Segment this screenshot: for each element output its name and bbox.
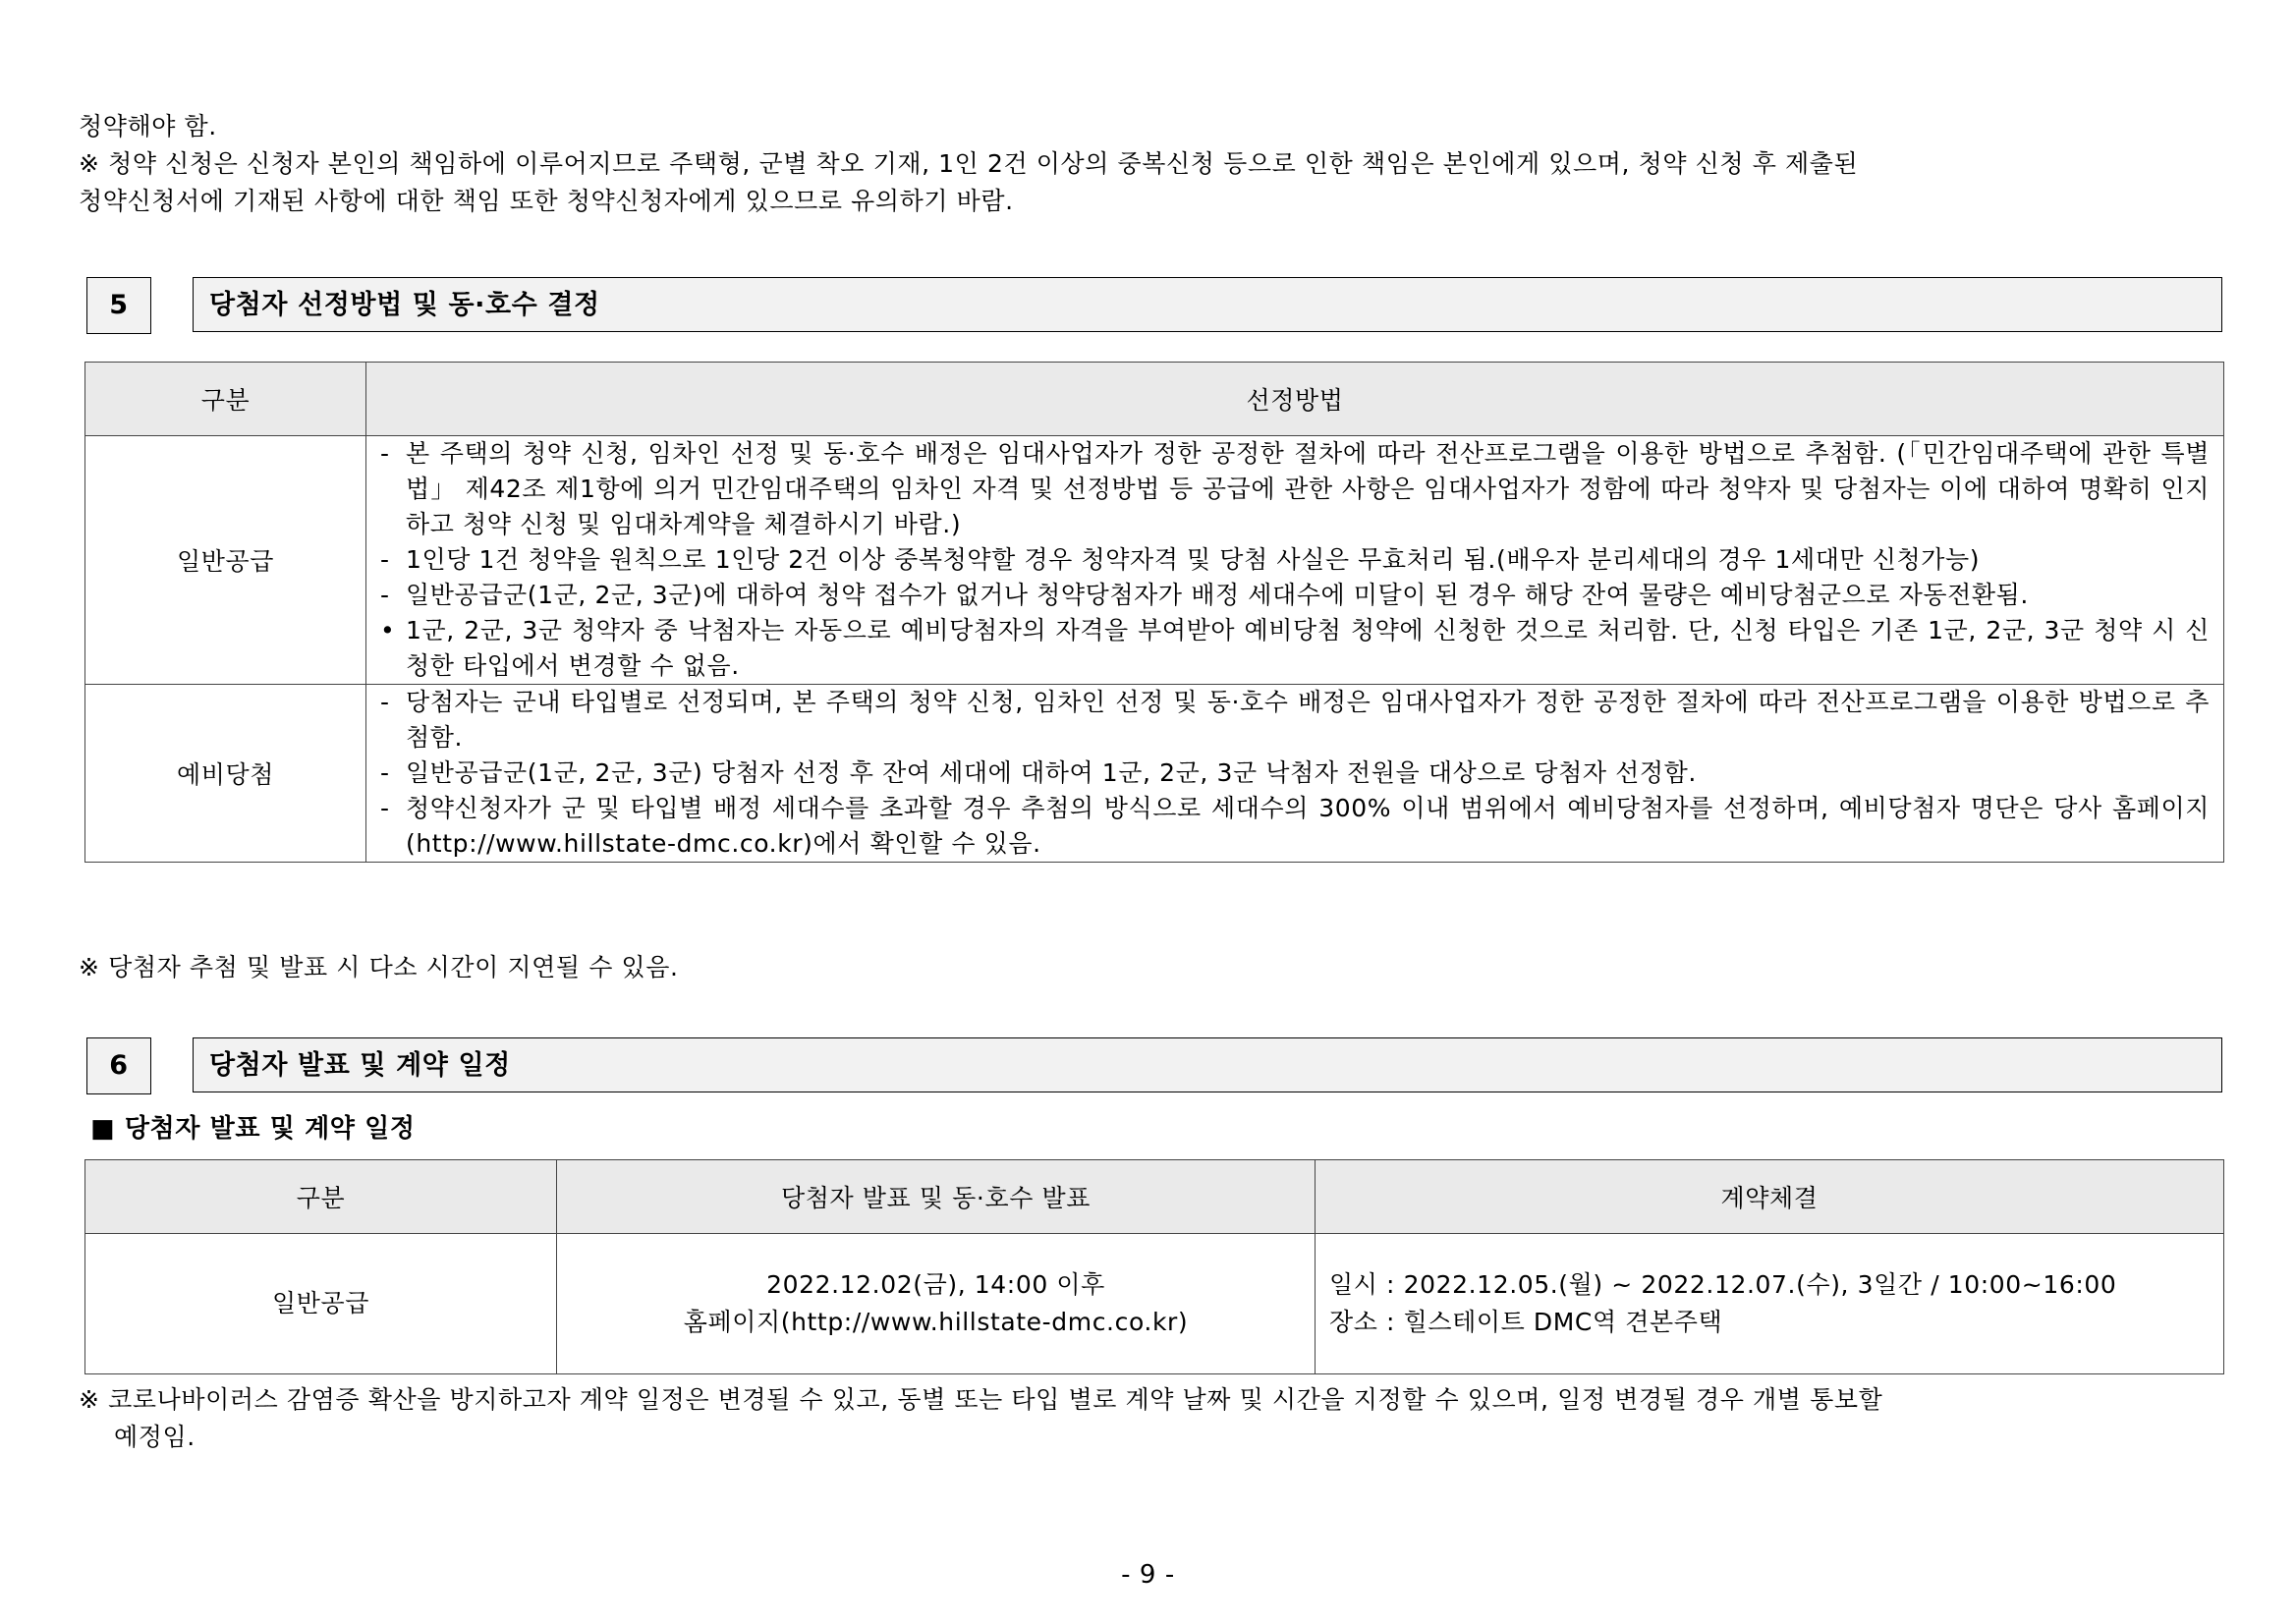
table-header-row	[85, 1160, 2224, 1234]
section-6-note	[79, 1381, 1882, 1456]
subheading: ■ 당첨자 발표 및 계약 일정	[90, 1114, 416, 1144]
table-row	[85, 436, 2224, 685]
intro-line: 청약신청서에 기재된 사항에 대한 책임 또한 청약신청자에게 있으므로 유의하기 바람.	[79, 187, 1014, 215]
table-row	[85, 685, 2224, 863]
announcement-website: 홈페이지(http://www.hillstate-dmc.co.kr)	[683, 1308, 1189, 1336]
list-item: - 본 주택의 청약 신청, 임차인 선정 및 동·호수 배정은 임대사업자가 정한 공정한 절차에 따라 전산프로그램을 이용한 방법으로 추첨함. (「민간임대주택에 관한 특별법」 제42조 제1항에 의거 민간임대주택의 임차인 자격 및 선정방법 등 공급에 관한 사항은 임대사업자가 정함에 따라 청약자 및 당첨자는 이에 대하여 명확히 인지하고 청약 신청 및 임대차계약을 체결하시기 바람.)	[380, 439, 2210, 538]
intro-line: 청약해야 함.	[79, 112, 217, 140]
note-line: 예정임.	[114, 1423, 196, 1451]
column-header: 계약체결	[1316, 1160, 2224, 1234]
table-row	[85, 1234, 2224, 1374]
announcement-date: 2022.12.02(금), 14:00 이후	[766, 1270, 1105, 1299]
section-6-header	[86, 1037, 2224, 1094]
column-header: 구분	[85, 363, 366, 436]
page-number: - 9 -	[1121, 1560, 1175, 1590]
row-content	[366, 685, 2224, 863]
list-item: - 청약신청자가 군 및 타입별 배정 세대수를 초과할 경우 추첨의 방식으로 세대수의 300% 이내 범위에서 예비당첨자를 선정하며, 예비당첨자 명단은 당사 홈페이지(http://www.hillstate-dmc.co.kr)에서 확인할 수 있음.	[380, 794, 2210, 858]
column-header: 구분	[85, 1160, 557, 1234]
section-5-note: ※ 당첨자 추첨 및 발표 시 다소 시간이 지연될 수 있음.	[79, 953, 679, 981]
contract-datetime: 일시 : 2022.12.05.(월) ~ 2022.12.07.(수), 3일간 / 10:00~16:00	[1329, 1270, 2117, 1299]
announcement-cell	[557, 1234, 1316, 1374]
intro-text	[79, 108, 2240, 220]
column-header: 선정방법	[366, 363, 2224, 436]
intro-line: ※ 청약 신청은 신청자 본인의 책임하에 이루어지므로 주택형, 군별 착오 기재, 1인 2건 이상의 중복신청 등으로 인한 책임은 본인에게 있으며, 청약 신청 후 제출된	[79, 149, 1859, 178]
list-item: • 1군, 2군, 3군 청약자 중 낙첨자는 자동으로 예비당첨자의 자격을 부여받아 예비당첨 청약에 신청한 것으로 처리함. 단, 신청 타입은 기존 1군, 2군, 3군 청약 시 신청한 타입에서 변경할 수 없음.	[380, 616, 2210, 680]
contract-cell	[1316, 1234, 2224, 1374]
note-line: ※ 코로나바이러스 감염증 확산을 방지하고자 계약 일정은 변경될 수 있고, 동별 또는 타입 별로 계약 날짜 및 시간을 지정할 수 있으며, 일정 변경될 경우 개별 통보할	[79, 1385, 1883, 1414]
section-number: 5	[86, 277, 151, 334]
section-5-header	[86, 277, 2224, 334]
selection-method-table	[84, 362, 2224, 863]
list-item: - 일반공급군(1군, 2군, 3군)에 대하여 청약 접수가 없거나 청약당첨자가 배정 세대수에 미달이 된 경우 해당 잔여 물량은 예비당첨군으로 자동전환됨.	[380, 581, 2029, 609]
row-category: 예비당첨	[85, 685, 366, 863]
section-number: 6	[86, 1037, 151, 1094]
row-content	[366, 436, 2224, 685]
section-title: 당첨자 선정방법 및 동·호수 결정	[193, 277, 2222, 332]
contract-location: 장소 : 힐스테이트 DMC역 견본주택	[1329, 1308, 1723, 1336]
row-category: 일반공급	[85, 436, 366, 685]
row-category: 일반공급	[85, 1234, 557, 1374]
list-item: - 일반공급군(1군, 2군, 3군) 당첨자 선정 후 잔여 세대에 대하여 1군, 2군, 3군 낙첨자 전원을 대상으로 당첨자 선정함.	[380, 758, 1697, 787]
schedule-table	[84, 1159, 2224, 1374]
list-item: - 당첨자는 군내 타입별로 선정되며, 본 주택의 청약 신청, 임차인 선정 및 동·호수 배정은 임대사업자가 정한 공정한 절차에 따라 전산프로그램을 이용한 방법으로 추첨함.	[380, 688, 2210, 752]
table-header-row	[85, 363, 2224, 436]
list-item: - 1인당 1건 청약을 원칙으로 1인당 2건 이상 중복청약할 경우 청약자격 및 당첨 사실은 무효처리 됨.(배우자 분리세대의 경우 1세대만 신청가능)	[380, 545, 1981, 574]
section-title: 당첨자 발표 및 계약 일정	[193, 1037, 2222, 1092]
column-header: 당첨자 발표 및 동·호수 발표	[557, 1160, 1316, 1234]
